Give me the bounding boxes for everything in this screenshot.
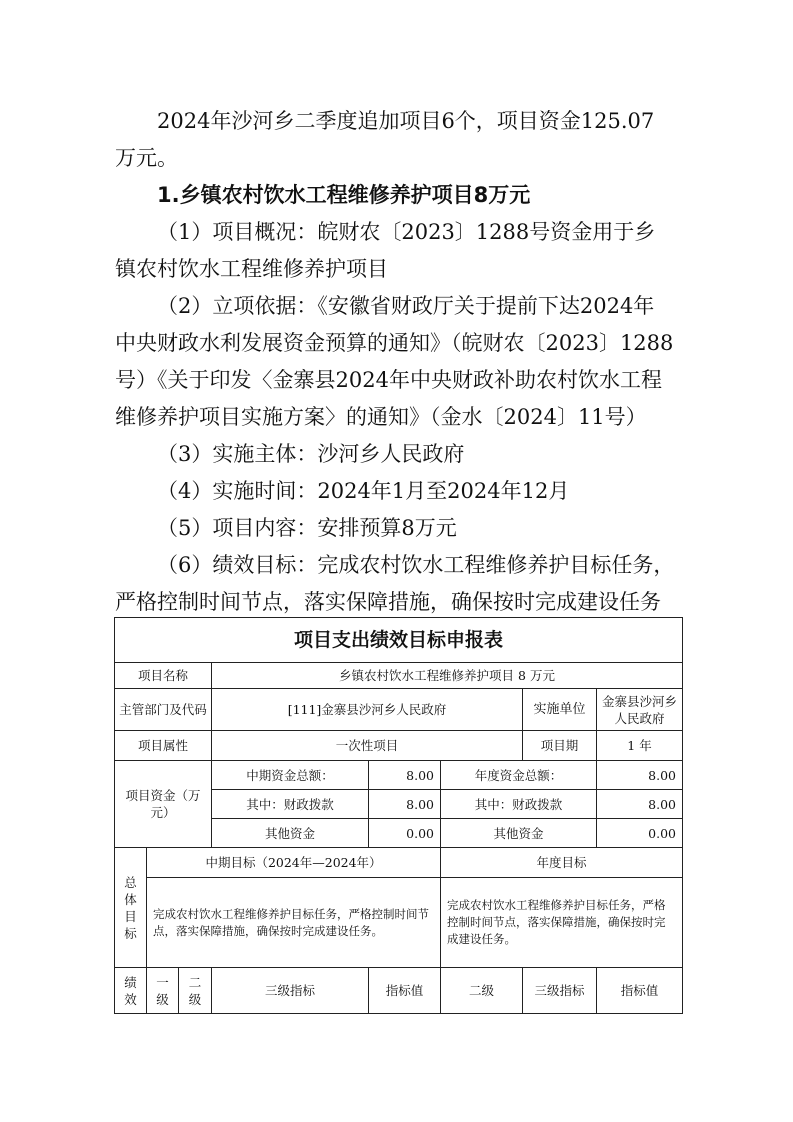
mid-other-label: 其他资金 — [212, 819, 369, 848]
period-value: 1 年 — [597, 731, 683, 761]
year-fiscal-value: 8.00 — [597, 790, 683, 819]
attr-label: 项目属性 — [115, 731, 212, 761]
performance-target-table — [114, 617, 683, 1014]
overall-goal-label: 总体目标 — [115, 848, 147, 968]
item-overview: （1）项目概况：皖财农〔2023〕1288号资金用于乡镇农村饮水工程维修养护项目 — [115, 220, 656, 281]
performance-label: 绩效 — [115, 968, 147, 1014]
section-heading: 1.乡镇农村饮水工程维修养护项目8万元 — [157, 183, 531, 207]
year-goal-text: 完成农村饮水工程维修养护目标任务，严格控制时间节点，落实保障措施，确保按时完成建设任务。 — [441, 878, 683, 968]
mid-goal-text: 完成农村饮水工程维修养护目标任务，严格控制时间节点，落实保障措施，确保按时完成建设任务。 — [147, 878, 441, 968]
level2-header: 二级 — [179, 968, 212, 1014]
level1-header: 一级 — [147, 968, 179, 1014]
year-other-value: 0.00 — [597, 819, 683, 848]
year-fiscal-label: 其中：财政拨款 — [441, 790, 597, 819]
year-total-value: 8.00 — [597, 761, 683, 790]
dept-label: 主管部门及代码 — [115, 689, 212, 731]
attr-value: 一次性项目 — [212, 731, 523, 761]
level3-header: 三级指标 — [212, 968, 369, 1014]
period-label: 项目期 — [523, 731, 597, 761]
indicator-value-header-year: 指标值 — [597, 968, 683, 1014]
year-other-label: 其他资金 — [441, 819, 597, 848]
item-content: （5）项目内容：安排预算8万元 — [157, 516, 457, 540]
unit-value: 金寨县沙河乡人民政府 — [597, 689, 683, 731]
fund-label: 项目资金（万元） — [115, 761, 212, 848]
dept-value: [111]金寨县沙河乡人民政府 — [212, 689, 523, 731]
mid-total-value: 8.00 — [369, 761, 441, 790]
mid-fiscal-value: 8.00 — [369, 790, 441, 819]
year-total-label: 年度资金总额： — [441, 761, 597, 790]
item-basis: （2）立项依据：《安徽省财政厅关于提前下达2024年中央财政水利发展资金预算的通知》（皖财农〔2023〕1288号）《关于印发〈金寨县2024年中央财政补助农村饮水工程维修养护项目实施方案〉的通知》（金水〔2024〕11号） — [115, 294, 674, 429]
level3-header-year: 三级指标 — [523, 968, 597, 1014]
unit-label: 实施单位 — [523, 689, 597, 731]
project-name-value: 乡镇农村饮水工程维修养护项目 8 万元 — [212, 663, 683, 689]
mid-total-label: 中期资金总额： — [212, 761, 369, 790]
mid-fiscal-label: 其中：财政拨款 — [212, 790, 369, 819]
indicator-value-header: 指标值 — [369, 968, 441, 1014]
item-subject: （3）实施主体：沙河乡人民政府 — [157, 442, 465, 466]
table-title: 项目支出绩效目标申报表 — [115, 618, 683, 663]
level2-header-year: 二级 — [441, 968, 523, 1014]
project-name-label: 项目名称 — [115, 663, 212, 689]
mid-goal-header: 中期目标（2024年—2024年） — [147, 848, 441, 878]
mid-other-value: 0.00 — [369, 819, 441, 848]
year-goal-header: 年度目标 — [441, 848, 683, 878]
item-goal: （6）绩效目标：完成农村饮水工程维修养护目标任务，严格控制时间节点，落实保障措施，确保按时完成建设任务 — [115, 553, 675, 614]
item-time: （4）实施时间：2024年1月至2024年12月 — [157, 479, 570, 503]
intro-paragraph: 2024年沙河乡二季度追加项目6个，项目资金125.07万元。 — [115, 109, 655, 170]
